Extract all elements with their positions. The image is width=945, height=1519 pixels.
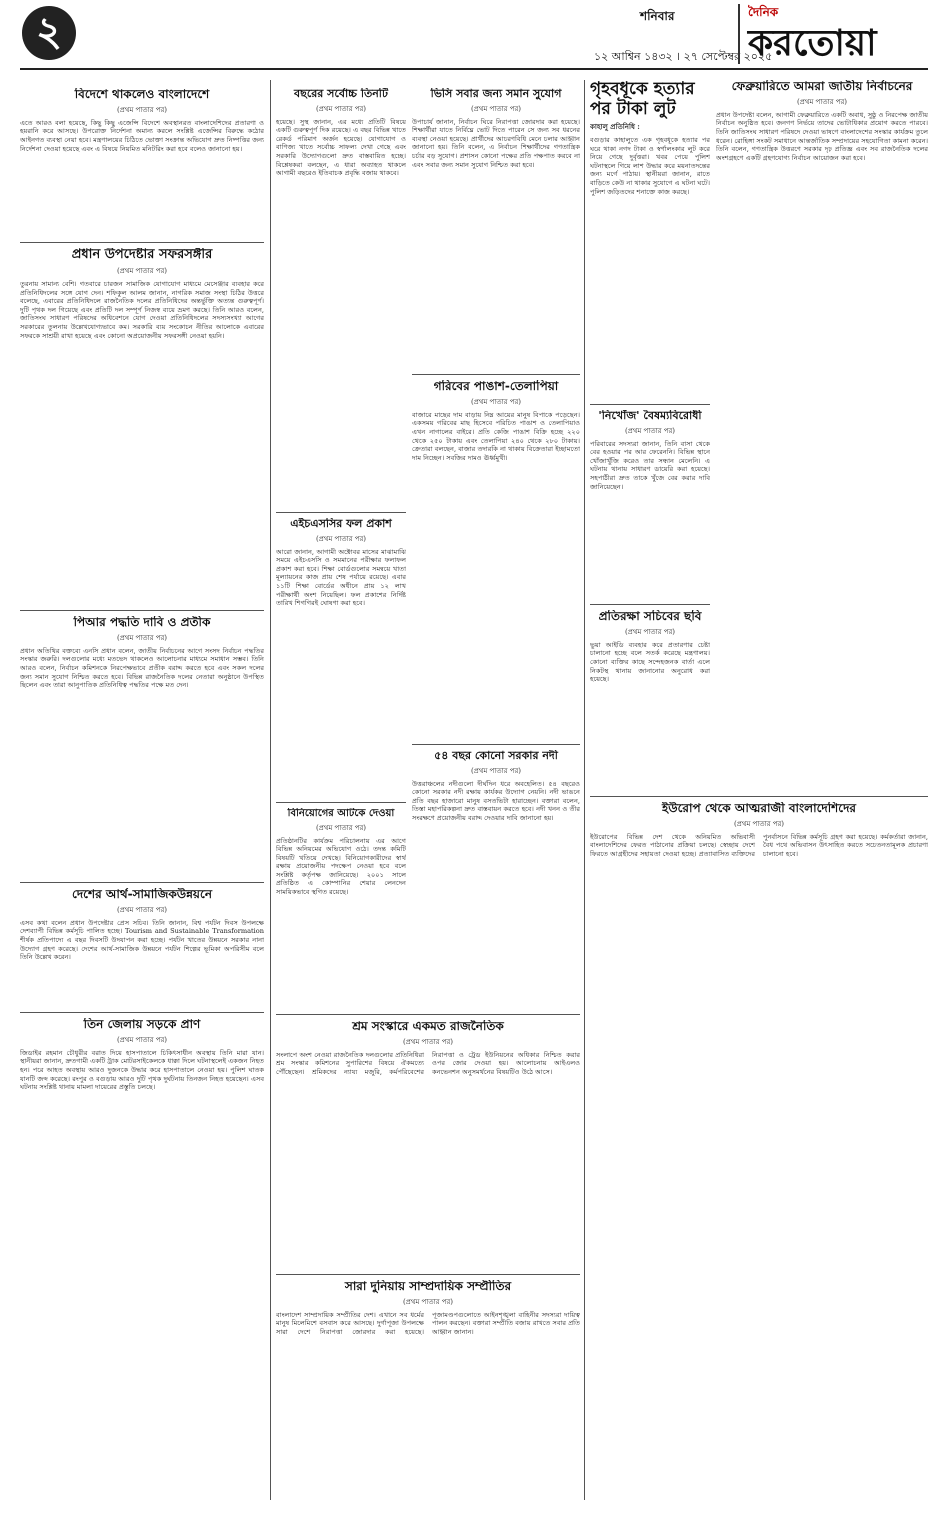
headline: পিআর পদ্ধতি দাবি ও প্রতীক xyxy=(73,616,211,629)
article-body: বাংলাদেশ সাম্প্রদায়িক সম্প্রীতির দেশ। এখানে সব ধর্মের মানুষ মিলেমিশে বসবাস করে আসছে। দুর্গাপূজা উপলক্ষে সারা দেশে নিরাপত্তা জোরদার করা হয়েছে। পূজামণ্ডপগুলোতে আইনশৃঙ্খলা বাহিনীর সদস্যরা দায়িত্ব পালন করছেন। বক্তারা সম্প্রীতি বজায় রাখতে সবার প্রতি আহ্বান জানান। xyxy=(276,1310,580,1336)
headline: 'নিখোঁজ' বৈষম্যবিরোধী xyxy=(598,410,702,422)
article-nirkhoj xyxy=(590,410,710,600)
byline: (প্রথম পাতার পর) xyxy=(315,534,367,543)
article-body: বাজারে মাছের দাম বাড়ায় নিম্ন আয়ের মানুষ বিপাকে পড়েছেন। একসময় গরিবের মাছ হিসেবে পরিচিত পাঙাশ ও তেলাপিয়াও এখন নাগালের বাইরে। প্রতি কেজি পাঙাশ বিক্রি হচ্ছে ২২০ থেকে ২৫০ টাকায় এবং তেলাপিয়া ২৪০ থেকে ২৮০ টাকায়। ক্রেতারা বলছেন, বাজার তদারকি না থাকায় বিক্রেতারা ইচ্ছামতো দাম নিচ্ছেন। সবজির দামও ঊর্ধ্বমুখী। xyxy=(412,410,580,462)
headline: ফেব্রুয়ারিতে আমরা জাতীয় নির্বাচনের xyxy=(731,80,913,93)
article-february-election xyxy=(716,80,928,790)
byline: (প্রথম পাতার পর) xyxy=(402,1037,454,1046)
article-socioeconomic xyxy=(20,888,264,1008)
divider xyxy=(412,744,580,745)
byline: (প্রথম পাতার পর) xyxy=(402,1297,454,1306)
headline: গৃহবধূকে হত্যার পর টাকা লুট xyxy=(590,80,695,119)
article-labor-reform xyxy=(276,1020,580,1270)
headline: তিন জেলায় সড়কে প্রাণ xyxy=(83,1018,201,1031)
page-number: ২ xyxy=(22,6,76,60)
headline: বিনিয়োগের আটকে দেওয়া xyxy=(287,808,395,819)
headline: দেশের আর্থ-সামাজিকউন্নয়নে xyxy=(72,888,212,901)
byline: (প্রথম পাতার পর) xyxy=(116,266,168,275)
divider xyxy=(276,512,406,513)
divider xyxy=(276,802,406,803)
article-body: জিডাইর রহমান চৌধুরীর বরাত দিয়ে হাসপাতালে চিকিৎসাধীন অবস্থায় তিনি মারা যান। স্থানীয়রা জানান, দ্রুতগামী একটি ট্রাক মোটরসাইকেলকে ধাক্কা দিলে ঘটনাস্থলেই একজন নিহত হন। পরে আহত অবস্থায় আরও দুজনকে উদ্ধার করে হাসপাতালে নেওয়া হয়। পুলিশ ঘাতক যানটি জব্দ করেছে। রংপুর ও বগুড়ায় আরও দুটি পৃথক দুর্ঘটনায় তিনজন নিহত হয়েছেন। এসব ঘটনায় সংশ্লিষ্ট থানায় মামলা দায়েরের প্রস্তুতি চলছে। xyxy=(20,1048,264,1092)
divider xyxy=(412,374,580,375)
byline: (প্রথম পাতার পর) xyxy=(624,627,676,636)
divider xyxy=(276,1014,580,1015)
byline: (প্রথম পাতার পর) xyxy=(470,104,522,113)
article-europe-returnees xyxy=(590,802,928,1502)
masthead xyxy=(0,0,945,72)
article-body: ভুয়া আইডি ব্যবহার করে প্রতারণার চেষ্টা চালানো হচ্ছে বলে সতর্ক করেছে মন্ত্রণালয়। কোনো ব্যক্তির কাছে সন্দেহজনক বার্তা এলে নিকটস্থ থানায় জানানোর অনুরোধ করা হয়েছে। xyxy=(590,640,710,684)
article-poor-fish xyxy=(412,380,580,740)
article-hsc-results xyxy=(276,518,406,798)
article-chief-adviser xyxy=(20,248,264,606)
article-body: এতে আরও বলা হয়েছে, কিছু কিছু এজেন্সি বিদেশে অবস্থানরত বাংলাদেশিদের প্রতারণা ও হয়রানি করে আসছে। উপরোক্ত নির্দেশনা অমান্য করলে সংশ্লিষ্ট এজেন্সির বিরুদ্ধে কঠোর আইনগত ব্যবস্থা নেয়া হবে। মন্ত্রণালয়ের চিঠিতে ভোক্তা সংক্রান্ত অভিযোগ দ্রুত নিষ্পত্তির জন্য নির্দেশনা দেওয়া হয়েছে এবং এ বিষয়ে নিয়মিত মনিটরিং করা হবে বলেও জানানো হয়। xyxy=(20,118,264,153)
article-body: প্রতিষ্ঠানটির কার্যক্রম পরিচালনায় এর আগে বিভিন্ন অনিয়মের অভিযোগ ওঠে। তদন্ত কমিটি বিষয়টি খতিয়ে দেখছে। বিনিয়োগকারীদের স্বার্থ রক্ষায় প্রয়োজনীয় পদক্ষেপ নেওয়া হবে বলে সংশ্লিষ্ট কর্তৃপক্ষ জানিয়েছে। ২০০১ সালে প্রতিষ্ঠিত এ কোম্পানির শেয়ার লেনদেন সাময়িকভাবে স্থগিত রয়েছে। xyxy=(276,836,406,897)
divider xyxy=(20,1012,264,1013)
byline: (প্রথম পাতার পর) xyxy=(116,105,168,114)
article-defense-secretary xyxy=(590,610,710,790)
byline: (প্রথম পাতার পর) xyxy=(470,766,522,775)
headline: বিদেশে থাকলেও বাংলাদেশে xyxy=(74,88,210,101)
divider xyxy=(20,882,264,883)
article-body: সংলাপে অংশ নেওয়া রাজনৈতিক দলগুলোর প্রতিনিধিরা শ্রম সংস্কার কমিশনের সুপারিশের বিষয়ে ঐকমত্যে পৌঁছেছেন। শ্রমিকদের ন্যায্য মজুরি, কর্মপরিবেশের নিরাপত্তা ও ট্রেড ইউনিয়নের অধিকার নিশ্চিত করার ওপর জোর দেওয়া হয়। আলোচনায় আইএলও কনভেনশন অনুসমর্থনের বিষয়টিও উঠে আসে। xyxy=(276,1050,580,1076)
article-visa xyxy=(412,88,580,370)
article-body: বগুড়ার কাহালুতে এক গৃহবধূকে হত্যার পর ঘরে থাকা নগদ টাকা ও স্বর্ণালংকার লুট করে নিয়ে গেছে দুর্বৃত্তরা। খবর পেয়ে পুলিশ ঘটনাস্থলে গিয়ে লাশ উদ্ধার করে ময়নাতদন্তের জন্য মর্গে পাঠায়। স্থানীয়রা জানান, রাতে বাড়িতে কেউ না থাকার সুযোগে এ ঘটনা ঘটে। পুলিশ জড়িতদের শনাক্তে কাজ করছে। xyxy=(590,136,710,196)
article-body: প্রধান অতিথির বক্তব্যে এনসি প্রধান বলেন, জাতীয় নির্বাচনের আগে সংসদ নির্বাচন পদ্ধতির সংস্কার জরুরি। দলগুলোর মধ্যে মতভেদ থাকলেও আলোচনার মাধ্যমে সমাধান সম্ভব। তিনি আরও বলেন, নির্বাচন কমিশনকে নিরপেক্ষভাবে প্রতীক বরাদ্দ করতে হবে এবং সকল দলের জন্য সমান সুযোগ নিশ্চিত করতে হবে। বিভিন্ন রাজনৈতিক দলের নেতারা অনুষ্ঠানে উপস্থিত ছিলেন এবং তারা আনুপাতিক প্রতিনিধিত্ব পদ্ধতির পক্ষে মত দেন। xyxy=(20,646,264,690)
divider xyxy=(20,242,264,243)
headline: প্রতিরক্ষা সচিবের ছবি xyxy=(598,610,702,623)
headline: প্রধান উপদেষ্টার সফরসঙ্গীর xyxy=(71,248,213,262)
article-pisar xyxy=(20,616,264,878)
article-body: প্রধান উপদেষ্টা বলেন, আগামী ফেব্রুয়ারিতে একটি অবাধ, সুষ্ঠু ও নিরপেক্ষ জাতীয় নির্বাচন অনুষ্ঠিত হবে। জনগণ নির্ভয়ে তাদের ভোটাধিকার প্রয়োগ করতে পারবে। তিনি জাতিসংঘ সাধারণ পরিষদে দেওয়া ভাষণে বাংলাদেশের সংস্কার কার্যক্রম তুলে ধরেন। রোহিঙ্গা সংকট সমাধানে আন্তর্জাতিক সম্প্রদায়ের সহযোগিতা কামনা করেন। তিনি বলেন, গণতান্ত্রিক উত্তরণে সরকার দৃঢ় প্রতিজ্ঞ এবং সব রাজনৈতিক দলের অংশগ্রহণে একটি গ্রহণযোগ্য নির্বাচন আয়োজন করা হবে। xyxy=(716,110,928,162)
headline: বছরের সর্বোচ্চ তিনটি xyxy=(294,88,388,100)
divider xyxy=(590,604,710,605)
divider xyxy=(276,1274,580,1275)
article-three-year-high xyxy=(276,88,406,508)
divider xyxy=(20,610,264,611)
byline: (প্রথম পাতার পর) xyxy=(624,426,676,435)
byline: (প্রথম পাতার পর) xyxy=(796,97,848,106)
headline: ৫৪ বছর কোনো সরকার নদী xyxy=(434,750,558,762)
article-body: ইউরোপের বিভিন্ন দেশ থেকে অনিয়মিত অভিবাসী বাংলাদেশিদের ফেরত পাঠানোর প্রক্রিয়া চলছে। স্বেচ্ছায় দেশে ফিরতে আগ্রহীদের সহায়তা দেওয়া হচ্ছে। প্রত্যাবাসিত ব্যক্তিদের পুনর্বাসনে বিভিন্ন কর্মসূচি গ্রহণ করা হয়েছে। কর্মকর্তারা জানান, বৈধ পথে অভিবাসন উৎসাহিত করতে সচেতনতামূলক প্রচারণা চালানো হবে। xyxy=(590,832,928,858)
headline: ভিসি সবার জন্য সমান সুযোগ xyxy=(430,88,562,100)
article-body: তুরনায় সামান্য বেশি। গতবারে চারজন সামাজিক যোগাযোগ মাধ্যমে মেসেঞ্জার ব্যবহার করে প্রতিনিধিদলের সঙ্গে যোগ দেন। শফিকুল আলম জানান, নাগরিক সমাজ সংস্থা চিঠির উত্তরে বলেছে, এবারের প্রতিনিধিদলে রাজনৈতিক দলের প্রতিনিধিদের অন্তর্ভুক্তি অত্যন্ত গুরুত্বপূর্ণ। দুটি পৃথক দল গিয়েছে এবং প্রতিটি দল সম্পূর্ণ নিজস্ব ব্যয়ে ভ্রমণ করছে। তিনি আরও বলেন, জাতিসংঘ সাধারণ পরিষদের অধিবেশনে যোগ দেওয়া প্রতিনিধিদলের সদস্যসংখ্যা আগের সরকারের তুলনায় উল্লেখযোগ্যভাবে কম। সরকারি ব্যয় সংকোচন নীতির আলোকে এবারের সফরকে সাশ্রয়ী রাখা হয়েছে এবং কোনো অপ্রয়োজনীয় সফরসঙ্গী নেওয়া হয়নি। xyxy=(20,279,264,340)
byline: (প্রথম পাতার পর) xyxy=(315,104,367,113)
headline: সারা দুনিয়ায় সাম্প্রদায়িক সম্প্রীতির xyxy=(344,1280,512,1293)
logo-big-text: করতোয়া xyxy=(748,23,877,64)
article-body: হয়েছে। সুস্থ জানান, এর মধ্যে প্রতিটি বিষয়ে একটি গুরুত্বপূর্ণ দিক রয়েছে। এ বছর বিভিন্ন খাতে রেকর্ড পরিমাণ অর্জন হয়েছে। যোগাযোগ ও বাণিজ্য খাতে সর্বোচ্চ সাফল্য দেখা গেছে এবং সরকারি উদ্যোগগুলো দ্রুত বাস্তবায়িত হচ্ছে। বিশ্লেষকরা বলছেন, এ ধারা অব্যাহত থাকলে আগামী বছরেও ইতিবাচক প্রবৃদ্ধি বজায় থাকবে। xyxy=(276,117,406,178)
article-river xyxy=(412,750,580,1010)
byline: (প্রথম পাতার পর) xyxy=(315,823,367,832)
logo-small-text: দৈনিক xyxy=(748,5,779,19)
article-body: উপাচার্য জানান, নির্বাচন ঘিরে নিরাপত্তা জোরদার করা হয়েছে। শিক্ষার্থীরা যাতে নির্বিঘ্নে ভোট দিতে পারেন সে জন্য সব ধরনের ব্যবস্থা নেওয়া হয়েছে। প্রার্থীদের আচরণবিধি মেনে চলার আহ্বান জানানো হয়। তিনি বলেন, এ নির্বাচন শিক্ষার্থীদের গণতান্ত্রিক চর্চার বড় সুযোগ। প্রশাসন কোনো পক্ষের প্রতি পক্ষপাত করবে না এবং সবার জন্য সমান সুযোগ নিশ্চিত করা হবে। xyxy=(412,117,580,169)
article-body: পরিবারের সদস্যরা জানান, তিনি বাসা থেকে বের হওয়ার পর আর ফেরেননি। বিভিন্ন স্থানে খোঁজাখুঁজি করেও তার সন্ধান মেলেনি। এ ঘটনায় থানায় সাধারণ ডায়েরি করা হয়েছে। সহপাঠীরা দ্রুত তাকে খুঁজে বের করার দাবি জানিয়েছেন। xyxy=(590,439,710,491)
article-body: এসব কথা বলেন প্রধান উপদেষ্টার প্রেস সচিব। তিনি জানান, বিশ্ব পর্যটন দিবস উপলক্ষে দেশব্যাপী বিভিন্ন কর্মসূচি পালিত হচ্ছে। Tourism and Sustainable Transformation শীর্ষক প্রতিপাদ্যে এ বছর দিবসটি উদযাপন করা হচ্ছে। পর্যটন খাতের উন্নয়নে সরকার নানা উদ্যোগ গ্রহণ করেছে। দেশের আর্থ-সামাজিক উন্নয়নে পর্যটন শিল্পের ভূমিকা অপরিসীম বলে তিনি উল্লেখ করেন। xyxy=(20,918,264,962)
article-investors xyxy=(276,808,406,1008)
column-rule xyxy=(584,80,585,1500)
article-wife-killed xyxy=(590,80,710,400)
headline: শ্রম সংস্কারে একমত রাজনৈতিক xyxy=(352,1020,504,1033)
date-line: ১২ আশ্বিন ১৪৩২ । ২৭ সেপ্টেম্বর ২০২৫ xyxy=(594,50,773,63)
newspaper-logo xyxy=(738,4,928,64)
byline: (প্রথম পাতার পর) xyxy=(733,819,785,828)
article-harmony xyxy=(276,1280,580,1500)
byline: কাহালু প্রতিনিধি : xyxy=(590,122,640,132)
divider xyxy=(590,796,928,797)
headline: গরিবের পাঙাশ-তেলাপিয়া xyxy=(433,380,559,393)
masthead-rule xyxy=(20,68,928,70)
headline: ইউরোপ থেকে আত্মরাজী বাংলাদেশিদের xyxy=(662,802,856,815)
byline: (প্রথম পাতার পর) xyxy=(116,905,168,914)
article-body: আরো জানান, আগামী অক্টোবর মাসের মাঝামাঝি সময়ে এইচএসসি ও সমমানের পরীক্ষার ফলাফল প্রকাশ করা হবে। শিক্ষা বোর্ডগুলোর সমন্বয়ে খাতা মূল্যায়নের কাজ প্রায় শেষ পর্যায়ে রয়েছে। এবার ১১টি শিক্ষা বোর্ডের অধীনে প্রায় ১২ লাখ পরীক্ষার্থী অংশ নিয়েছিল। ফল প্রকাশের নির্দিষ্ট তারিখ শিগগিরই ঘোষণা করা হবে। xyxy=(276,547,406,608)
article-body: উত্তরাঞ্চলের নদীগুলো দীর্ঘদিন ধরে অবহেলিত। ৫৪ বছরেও কোনো সরকার নদী রক্ষায় কার্যকর উদ্যোগ নেয়নি। নদী ভাঙনে প্রতি বছর হাজারো মানুষ বসতভিটা হারাচ্ছেন। বক্তারা বলেন, তিস্তা মহাপরিকল্পনা দ্রুত বাস্তবায়ন করতে হবে। নদী খনন ও তীর সংরক্ষণে প্রয়োজনীয় বরাদ্দ দেওয়ার দাবি জানানো হয়। xyxy=(412,779,580,823)
weekday: শনিবার xyxy=(640,9,675,23)
byline: (প্রথম পাতার পর) xyxy=(116,1035,168,1044)
byline: (প্রথম পাতার পর) xyxy=(116,633,168,642)
divider xyxy=(590,404,710,405)
article-abroad xyxy=(20,88,264,238)
headline: এইচএসসির ফল প্রকাশ xyxy=(290,518,392,530)
column-rule xyxy=(270,80,271,1500)
article-three-districts xyxy=(20,1018,264,1498)
byline: (প্রথম পাতার পর) xyxy=(470,397,522,406)
